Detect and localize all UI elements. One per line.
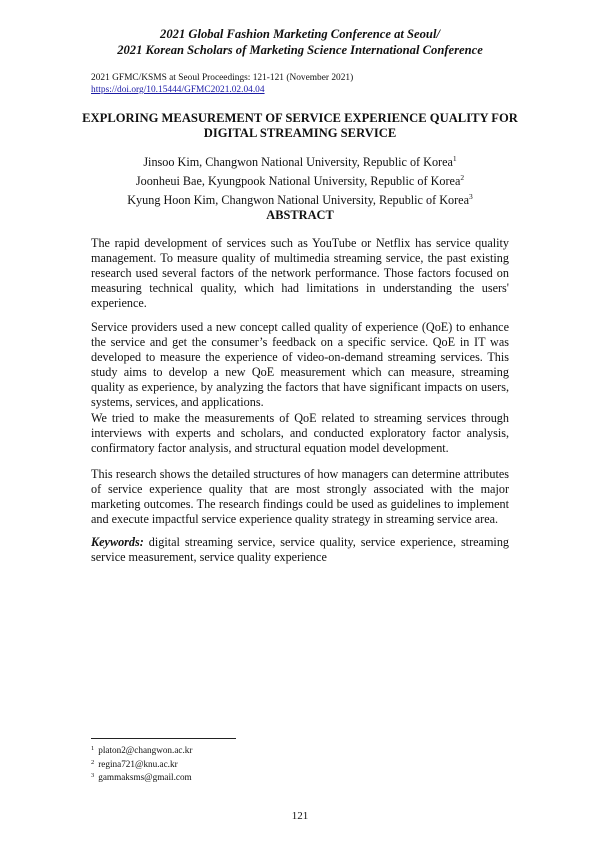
keywords-paragraph [91,535,509,565]
abstract-paragraph: We tried to make the measurements of QoE related to streaming services through interviews with experts and scholars, and conducted exploratory factor analysis, confirmatory factor analysis, and structural equation model development. [91,411,509,456]
author-line [80,170,520,189]
author-footnote-mark: 2 [460,173,465,182]
author-name: Jinsoo Kim, Changwon National University, Republic of Korea [143,155,453,169]
author-line [80,151,520,170]
footnote-email: gammaksms@gmail.com [98,772,192,782]
title-line-1: EXPLORING MEASUREMENT OF SERVICE EXPERIENCE QUALITY FOR [82,111,518,125]
abstract-heading: ABSTRACT [266,208,334,222]
footnote-item [91,770,192,784]
footnote-item [91,743,192,757]
footnote-email: platon2@changwon.ac.kr [98,745,193,755]
abstract-paragraph: This research shows the detailed structures of how managers can determine attributes of service experience quality that are most strongly associated with the major marketing outcomes. The research findings could be used as guidelines to implement and execute impactful service experience quality strategy in streaming service area. [91,467,509,527]
author-name: Joonheui Bae, Kyungpook National University, Republic of Korea [135,174,461,188]
conference-line-1: 2021 Global Fashion Marketing Conference at Seoul/ [160,27,440,41]
abstract-paragraph: Service providers used a new concept called quality of experience (QoE) to enhance the service and get the consumer’s feedback on a specific service. QoE in IT was developed to measure the experience of video-on-demand streaming services. This study aims to develop a new QoE measurement which can measure, streaming quality as experience, by analyzing the factors that have significant impacts on users, systems, services, and applications. [91,320,509,410]
title-line-2: DIGITAL STREAMING SERVICE [203,126,397,140]
author-footnote-mark: 3 [469,192,473,201]
page-number: 121 [291,810,309,822]
footnote-item [91,757,192,771]
proceedings-info [91,72,353,96]
footnote-mark: 3 [91,772,95,779]
footnote-divider [91,738,236,739]
conference-line-2: 2021 Korean Scholars of Marketing Science International Conference [117,43,483,57]
footnote-email: regina721@knu.ac.kr [98,758,178,769]
author-name: Kyung Hoon Kim, Changwon National University, Republic of Korea [127,193,469,207]
footnotes [91,743,192,784]
conference-header [60,26,540,58]
keywords-text: digital streaming service, service quality, service experience, streaming service measurement, service quality experience [91,535,510,565]
paper-title [80,111,520,141]
keywords-label: Keywords: [91,535,144,549]
proceedings-citation: 2021 GFMC/KSMS at Seoul Proceedings: 121-121 (November 2021) [91,73,354,83]
footnote-mark: 1 [91,745,95,752]
author-list [80,151,520,208]
abstract-paragraph: The rapid development of services such as YouTube or Netflix has service quality management. To measure quality of multimedia streaming service, the past existing research used several factors of the network performance. Those factors focused on measuring technical quality, which had limitations in understanding the users' experience. [91,236,509,311]
doi-link[interactable]: https://doi.org/10.15444/GFMC2021.02.04.04 [91,85,265,95]
footnote-mark: 2 [91,758,95,766]
author-line [80,189,520,208]
author-footnote-mark: 1 [452,154,457,163]
